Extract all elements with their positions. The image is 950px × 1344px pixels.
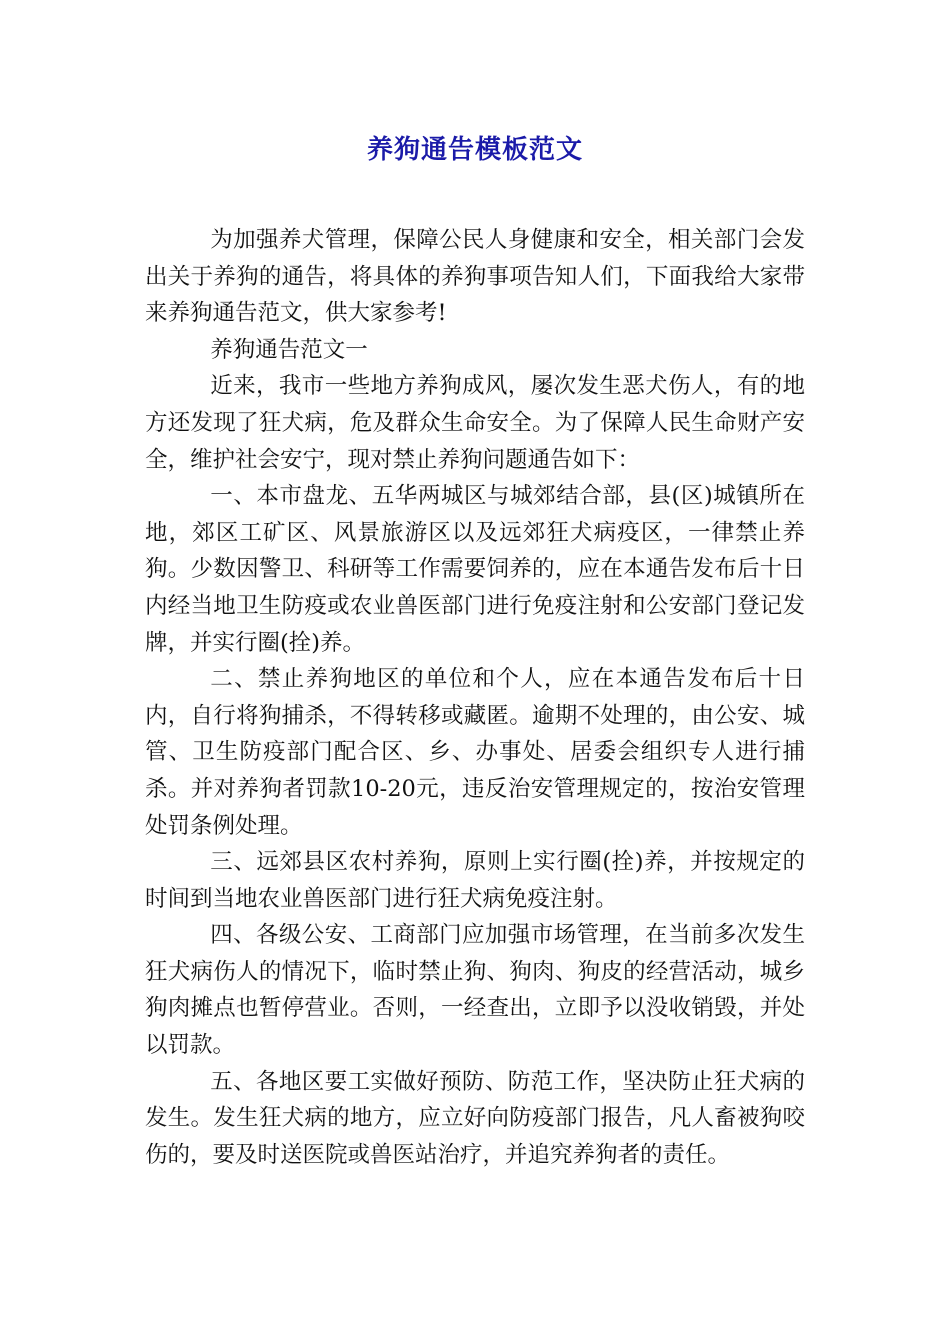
clause-2-paragraph: 二、禁止养狗地区的单位和个人，应在本通告发布后十日内，自行将狗捕杀，不得转移或藏匿。逾期不处理的，由公安、城管、卫生防疫部门配合区、乡、办事处、居委会组织专人进行捕杀。并对养狗者罚款10-20元，违反治安管理规定的，按治安管理处罚条例处理。 xyxy=(145,666,805,839)
clause-1-paragraph: 一、本市盘龙、五华两城区与城郊结合部，县(区)城镇所在地，郊区工矿区、风景旅游区以及远郊狂犬病疫区，一律禁止养狗。少数因警卫、科研等工作需要饲养的，应在本通告发布后十日内经当地卫生防疫或农业兽医部门进行免疫注射和公安部门登记发牌，并实行圈(拴)养。 xyxy=(145,483,805,656)
section-heading: 养狗通告范文一 xyxy=(210,336,368,363)
preamble-paragraph: 近来，我市一些地方养狗成风，屡次发生恶犬伤人，有的地方还发现了狂犬病，危及群众生命安全。为了保障人民生命财产安全，维护社会安宁，现对禁止养狗问题通告如下： xyxy=(145,373,805,473)
intro-paragraph: 为加强养犬管理，保障公民人身健康和安全，相关部门会发出关于养狗的通告，将具体的养狗事项告知人们，下面我给大家带来养狗通告范文，供大家参考! xyxy=(145,227,805,327)
document-title: 养狗通告模板范文 xyxy=(366,135,583,165)
clause-3-paragraph: 三、远郊县区农村养狗，原则上实行圈(拴)养，并按规定的时间到当地农业兽医部门进行狂犬病免疫注射。 xyxy=(145,849,805,912)
document-body xyxy=(145,222,805,1173)
clause-5-paragraph: 五、各地区要工实做好预防、防范工作，坚决防止狂犬病的发生。发生狂犬病的地方，应立好向防疫部门报告，凡人畜被狗咬伤的，要及时送医院或兽医站治疗，并追究养狗者的责任。 xyxy=(145,1068,805,1168)
clause-4-paragraph: 四、各级公安、工商部门应加强市场管理，在当前多次发生狂犬病伤人的情况下，临时禁止狗、狗肉、狗皮的经营活动，城乡狗肉摊点也暂停营业。否则，一经查出，立即予以没收销毁，并处以罚款。 xyxy=(145,922,805,1059)
